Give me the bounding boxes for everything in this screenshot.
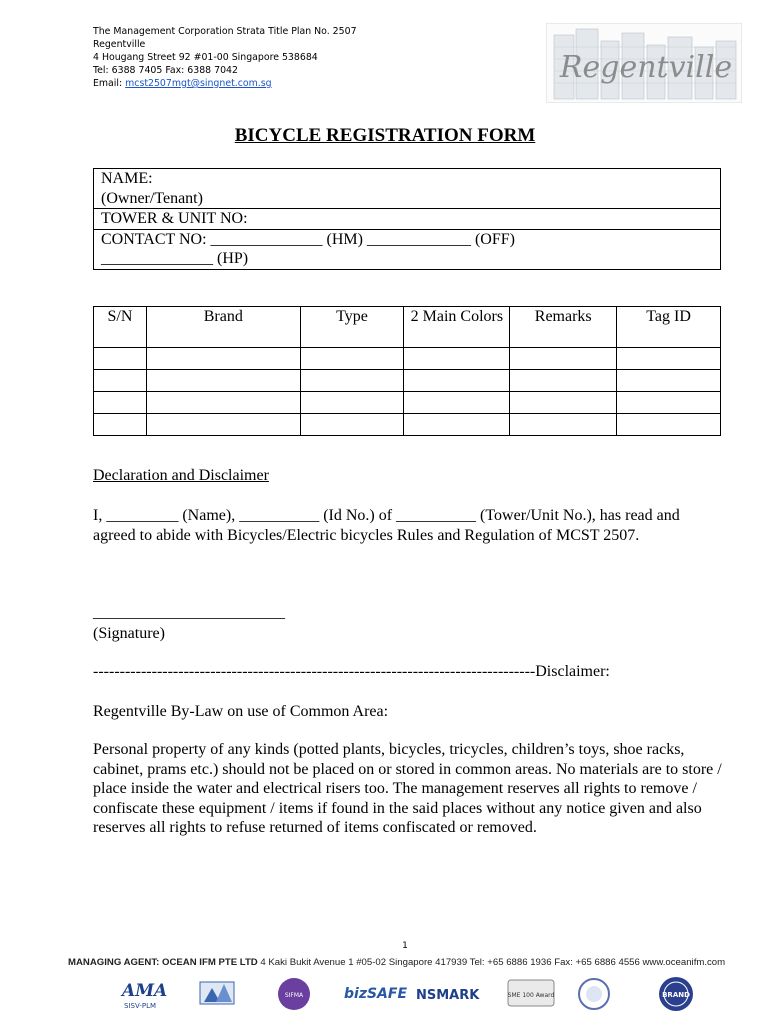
table-cell[interactable] bbox=[617, 370, 721, 392]
col-tag-id: Tag ID bbox=[617, 307, 721, 348]
contact-line-2: ______________ (HP) bbox=[101, 250, 249, 267]
table-row[interactable] bbox=[94, 370, 721, 392]
form-title: BICYCLE REGISTRATION FORM bbox=[234, 125, 536, 146]
mcst-name: The Management Corporation Strata Title Plan No. 2507 bbox=[93, 26, 357, 37]
svg-text:AMA: AMA bbox=[122, 981, 168, 1001]
brand-seal-logo bbox=[659, 977, 693, 1011]
contact-line-1: CONTACT NO: ______________ (HM) _____________ (OFF) bbox=[101, 230, 515, 248]
col-colors: 2 Main Colors bbox=[404, 307, 510, 348]
svg-text:bizSAFE: bizSAFE bbox=[344, 986, 408, 1002]
signature-line[interactable]: ________________________ bbox=[93, 604, 285, 621]
estate-name: Regentville bbox=[93, 39, 146, 50]
table-cell[interactable] bbox=[300, 414, 404, 436]
table-cell[interactable] bbox=[94, 414, 147, 436]
table-cell[interactable] bbox=[146, 370, 300, 392]
regentville-logo bbox=[546, 23, 742, 103]
table-cell[interactable] bbox=[510, 414, 617, 436]
table-cell[interactable] bbox=[404, 370, 510, 392]
svg-text:Regentville: Regentville bbox=[559, 50, 733, 85]
disclaimer-divider: -----------------------------------------------------------------------------------Disclaimer: bbox=[93, 663, 610, 680]
nsmark-logo bbox=[416, 988, 480, 1003]
name-label: NAME: bbox=[101, 170, 153, 187]
table-cell[interactable] bbox=[404, 348, 510, 370]
col-brand: Brand bbox=[146, 307, 300, 348]
table-cell[interactable] bbox=[94, 370, 147, 392]
page-number: 1 bbox=[402, 941, 408, 951]
table-row[interactable] bbox=[94, 348, 721, 370]
letterhead bbox=[93, 25, 357, 90]
svg-text:SME 100 Award: SME 100 Award bbox=[507, 992, 555, 999]
svg-text:SIFMA: SIFMA bbox=[284, 992, 304, 999]
phone-fax: Tel: 6388 7405 Fax: 6388 7042 bbox=[93, 65, 238, 76]
award-seal-logo bbox=[579, 979, 609, 1009]
table-cell[interactable] bbox=[510, 370, 617, 392]
owner-tenant-label: (Owner/Tenant) bbox=[101, 189, 203, 207]
table-cell[interactable] bbox=[146, 348, 300, 370]
sifma-logo bbox=[278, 978, 310, 1010]
table-cell[interactable] bbox=[94, 392, 147, 414]
accreditation-logos bbox=[116, 972, 706, 1020]
col-sn: S/N bbox=[94, 307, 147, 348]
declaration-text: I, _________ (Name), __________ (Id No.) of __________ (Tower/Unit No.), has read and agreed to abide with Bicycles/Electric bicycles Rules and Regulation of MCST 2507. bbox=[93, 507, 680, 544]
table-cell[interactable] bbox=[404, 414, 510, 436]
bicycle-table bbox=[93, 306, 721, 436]
table-cell[interactable] bbox=[510, 348, 617, 370]
table-cell[interactable] bbox=[146, 392, 300, 414]
col-type: Type bbox=[300, 307, 404, 348]
table-row[interactable] bbox=[94, 414, 721, 436]
svg-text:BRAND: BRAND bbox=[662, 991, 690, 999]
table-cell[interactable] bbox=[404, 392, 510, 414]
signature-label: (Signature) bbox=[93, 625, 165, 642]
bylaw-heading: Regentville By-Law on use of Common Area: bbox=[93, 703, 389, 720]
agent-name: MANAGING AGENT: OCEAN IFM PTE LTD bbox=[68, 957, 258, 968]
table-cell[interactable] bbox=[146, 414, 300, 436]
bizsafe-logo bbox=[344, 986, 407, 1002]
footer-agent-line bbox=[68, 957, 725, 968]
table-header-row bbox=[94, 307, 721, 348]
col-remarks: Remarks bbox=[510, 307, 617, 348]
svg-text:NSMARK: NSMARK bbox=[416, 988, 480, 1003]
owner-info-table bbox=[93, 168, 721, 270]
declaration-heading: Declaration and Disclaimer bbox=[93, 467, 269, 484]
table-cell[interactable] bbox=[300, 392, 404, 414]
sme100-logo bbox=[508, 980, 555, 1006]
table-cell[interactable] bbox=[617, 348, 721, 370]
table-cell[interactable] bbox=[617, 392, 721, 414]
email-label: Email: bbox=[93, 78, 126, 89]
address: 4 Hougang Street 92 #01-00 Singapore 538684 bbox=[93, 52, 318, 63]
svg-text:SISV-PLM: SISV-PLM bbox=[124, 1002, 157, 1010]
contact-cell[interactable] bbox=[94, 229, 721, 269]
table-cell[interactable] bbox=[94, 348, 147, 370]
table-cell[interactable] bbox=[617, 414, 721, 436]
name-cell[interactable] bbox=[94, 169, 721, 209]
email-link[interactable]: mcst2507mgt@singnet.com.sg bbox=[125, 78, 272, 89]
table-cell[interactable] bbox=[510, 392, 617, 414]
tower-unit-cell[interactable]: TOWER & UNIT NO: bbox=[94, 209, 721, 230]
association-logo bbox=[200, 982, 234, 1004]
email-row bbox=[93, 77, 357, 90]
ama-logo bbox=[120, 981, 167, 1010]
table-cell[interactable] bbox=[300, 348, 404, 370]
agent-address: 4 Kaki Bukit Avenue 1 #05-02 Singapore 417939 Tel: +65 6886 1936 Fax: +65 6886 4556 www.oceanifm.com bbox=[257, 957, 726, 968]
table-cell[interactable] bbox=[300, 370, 404, 392]
table-row[interactable] bbox=[94, 392, 721, 414]
bylaw-body: Personal property of any kinds (potted plants, bicycles, tricycles, children’s toys, shoe racks, cabinet, prams etc.) should not be placed on or stored in common areas. No materials are to store / place inside the water and electrical risers too. The management reserves all rights to remove / confiscate these equipment / items if found in the said places without any notice given and also reserves all rights to refuse returned of items confiscated or removed. bbox=[93, 741, 722, 836]
